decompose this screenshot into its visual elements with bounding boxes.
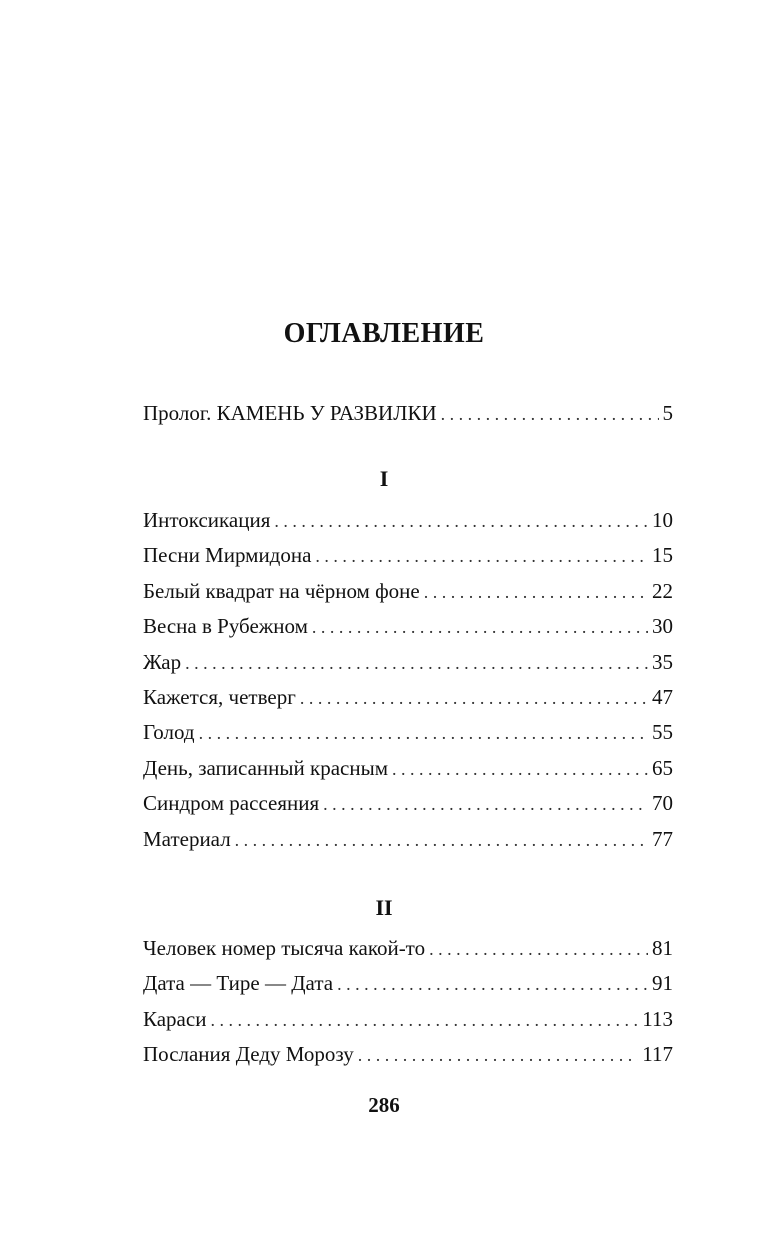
entry-page-number: 10 <box>652 508 673 532</box>
entry-title: Песни Мирмидона <box>143 543 312 568</box>
toc-entry[interactable] <box>143 931 673 966</box>
entry-page-number: 55 <box>652 720 673 745</box>
entry-page-number: 117 <box>642 1042 673 1067</box>
entry-page-number: 30 <box>652 614 673 639</box>
entry-title: Весна в Рубежном <box>143 614 308 639</box>
dot-leader <box>199 716 648 751</box>
entry-page-number: 47 <box>652 684 673 709</box>
page-number: 286 <box>368 1093 400 1117</box>
entry-title: Пролог. КАМЕНЬ У РАЗВИЛКИ <box>143 401 437 425</box>
dot-leader <box>312 610 648 645</box>
entry-page-number: 35 <box>652 649 673 674</box>
toc-entry[interactable] <box>143 966 673 1001</box>
entry-page-number: 81 <box>652 936 673 960</box>
toc-entry[interactable] <box>143 1002 673 1037</box>
entry-title: Послания Деду Морозу <box>143 1042 354 1067</box>
toc-entry[interactable] <box>143 503 673 538</box>
dot-leader <box>323 787 648 822</box>
dot-leader <box>337 967 648 1002</box>
dot-leader <box>441 397 659 432</box>
toc-entry[interactable] <box>143 538 673 573</box>
dot-leader <box>392 752 648 787</box>
dot-leader <box>185 646 648 681</box>
entry-title: Интоксикация <box>143 508 271 532</box>
section-heading-1: I <box>379 466 389 491</box>
entry-page-number: 91 <box>652 971 673 996</box>
entry-title: Караси <box>143 1006 207 1031</box>
toc-entry[interactable] <box>143 680 673 715</box>
toc-entry[interactable] <box>143 645 673 680</box>
dot-leader <box>274 504 648 539</box>
entry-title: Синдром рассеяния <box>143 791 320 816</box>
toc-entry[interactable] <box>143 751 673 786</box>
page-title: ОГЛАВЛЕНИЕ <box>283 318 485 349</box>
entry-title: Белый квадрат на чёрном фоне <box>143 578 420 603</box>
entry-title: Голод <box>143 720 195 745</box>
entry-page-number: 77 <box>652 826 673 851</box>
dot-leader <box>429 932 648 967</box>
dot-leader <box>424 575 648 610</box>
dot-leader <box>235 823 648 858</box>
entry-page-number: 22 <box>652 578 673 603</box>
toc-entry[interactable] <box>143 574 673 609</box>
entry-page-number: 5 <box>662 401 673 425</box>
entry-page-number: 15 <box>652 543 673 568</box>
entry-title: Жар <box>143 649 182 674</box>
toc-entry[interactable] <box>143 609 673 644</box>
toc-section-2 <box>143 931 673 1073</box>
toc-entry[interactable] <box>143 396 673 431</box>
section-heading-2: II <box>375 895 393 920</box>
entry-page-number: 65 <box>652 755 673 780</box>
dot-leader <box>210 1003 638 1038</box>
toc-section-1 <box>143 503 673 857</box>
entry-title: Дата — Тире — Дата <box>143 971 334 996</box>
dot-leader <box>358 1038 639 1073</box>
entry-title: Кажется, четверг <box>143 684 296 709</box>
toc-entry[interactable] <box>143 786 673 821</box>
toc-entry[interactable] <box>143 715 673 750</box>
entry-title: Материал <box>143 826 231 851</box>
entry-title: Человек номер тысяча какой-то <box>143 936 426 960</box>
toc-entry[interactable] <box>143 1037 673 1072</box>
dot-leader <box>315 539 648 574</box>
toc-entry[interactable] <box>143 822 673 857</box>
dot-leader <box>300 681 648 716</box>
entry-page-number: 70 <box>652 791 673 816</box>
entry-page-number: 113 <box>642 1006 673 1031</box>
entry-title: День, записанный красным <box>143 755 388 780</box>
toc-prologue <box>143 396 673 431</box>
